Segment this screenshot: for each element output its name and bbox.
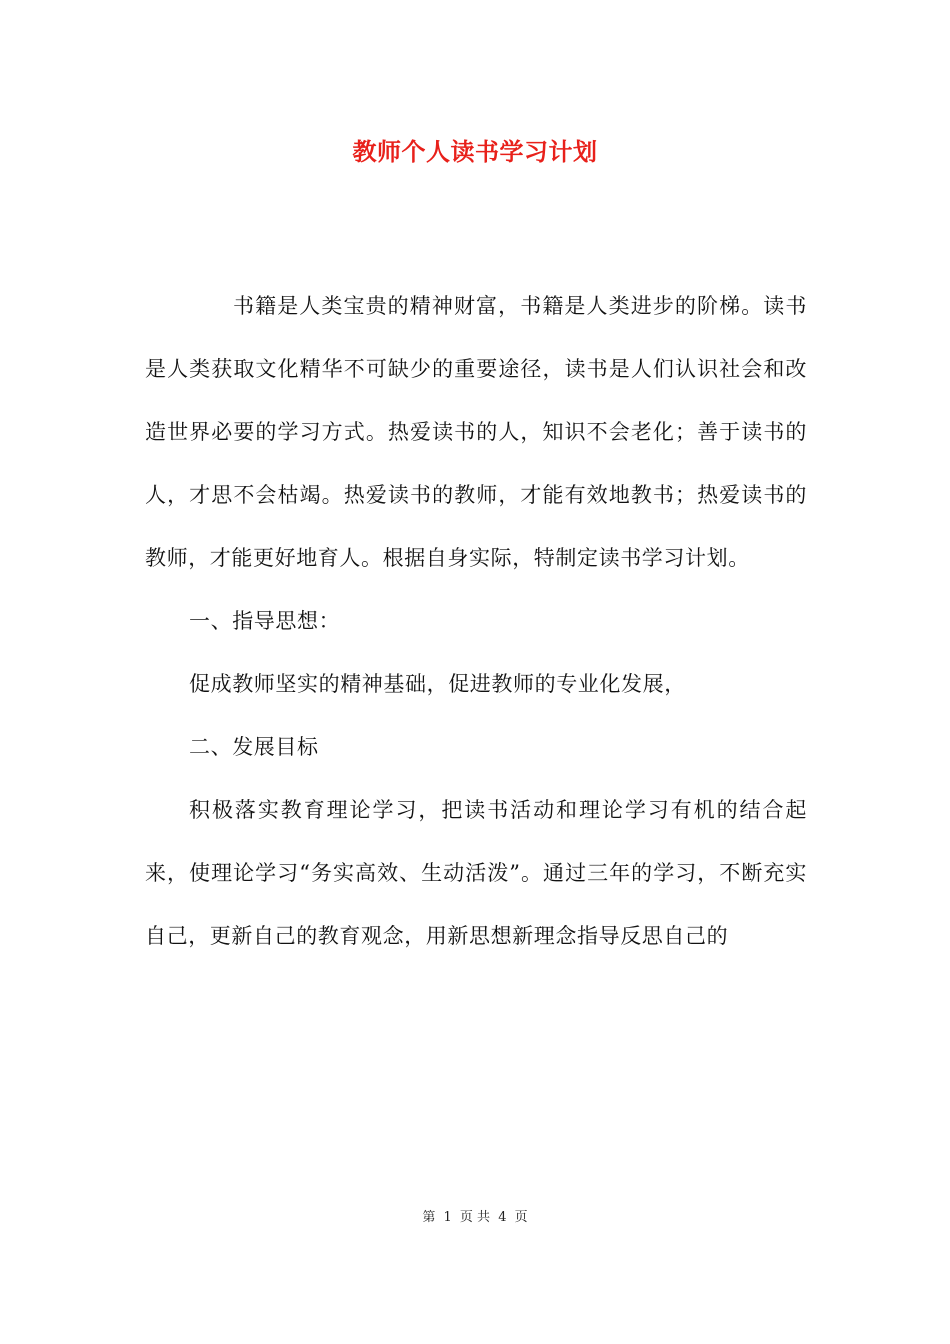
page-label-prefix: 第 — [422, 1210, 436, 1225]
section-heading-guiding-idea: 一、指导思想： — [189, 609, 341, 633]
intro-paragraph: 书籍是人类宝贵的精神财富，书籍是人类进步的阶梯。读书是人类获取文化精华不可缺少的重要途径，读书是人们认识社会和改造世界必要的学习方式。热爱读书的人，知识不会老化；善于读书的人，才思不会枯竭。热爱读书的教师，才能有效地教书；热爱读书的教师，才能更好地育人。根据自身实际，特制定读书学习计划。 — [145, 294, 807, 570]
current-page-number: 1 — [443, 1210, 452, 1225]
total-pages-number: 4 — [498, 1210, 507, 1225]
section-heading-goals: 二、发展目标 — [189, 735, 319, 759]
goals-paragraph: 积极落实教育理论学习，把读书活动和理论学习有机的结合起来，使理论学习“务实高效、生动活泼”。通过三年的学习，不断充实自己，更新自己的教育观念，用新思想新理念指导反思自己的 — [145, 798, 807, 948]
document-body — [145, 275, 807, 968]
document-title: 教师个人读书学习计划 — [352, 137, 598, 166]
page-label-mid: 页 共 — [459, 1210, 491, 1225]
page-footer — [0, 1206, 950, 1225]
guiding-idea-paragraph: 促成教师坚实的精神基础，促进教师的专业化发展， — [189, 672, 686, 696]
page-label-suffix: 页 — [514, 1210, 528, 1225]
